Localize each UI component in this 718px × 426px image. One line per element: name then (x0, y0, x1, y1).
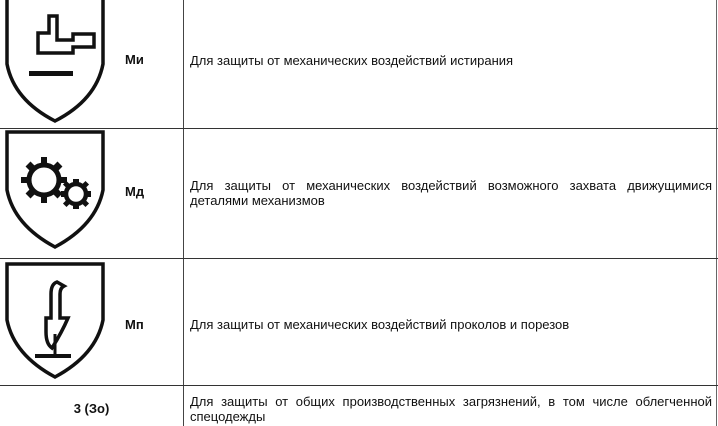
protection-code: 3 (Зо) (73, 401, 110, 416)
protection-description: Для защиты от механических воздействий истирания (190, 53, 514, 68)
puncture-blade-icon (2, 262, 108, 380)
protection-code: Ми (125, 52, 144, 67)
table-row (0, 0, 718, 128)
table-row (0, 385, 718, 426)
protection-description: Для защиты от общих производственных загрязнений, в том числе облегченной спецодежды (190, 394, 712, 424)
table-row (0, 128, 718, 258)
protection-description: Для защиты от механических воздействий возможного захвата движущимися деталями механизмов (190, 178, 712, 208)
protection-code: Мп (125, 317, 144, 332)
abrasion-hammer-icon (2, 0, 108, 124)
gears-icon (2, 130, 108, 250)
table-row (0, 258, 718, 385)
protection-description: Для защиты от механических воздействий проколов и порезов (190, 317, 570, 332)
protection-code: Мд (125, 184, 145, 199)
